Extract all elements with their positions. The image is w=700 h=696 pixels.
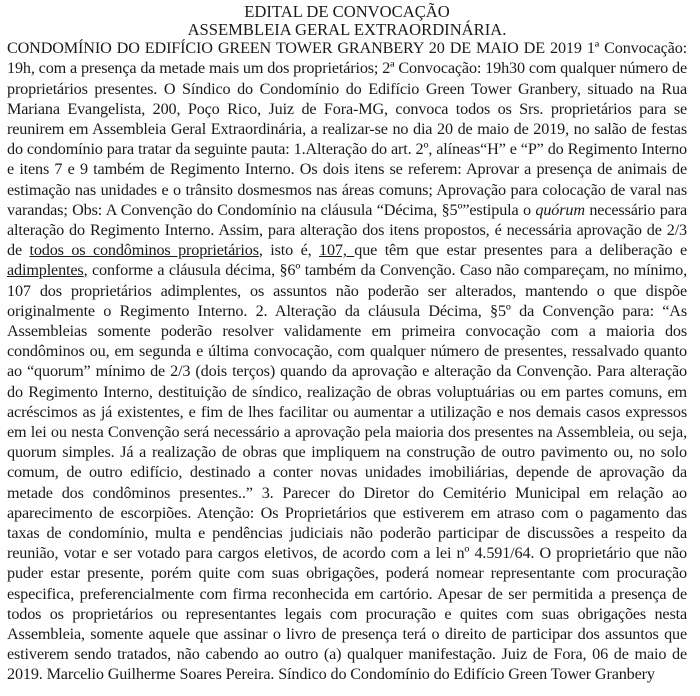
body-text-segment: , conforme a cláusula décima, §6º também da Convenção. Caso não compareçam, no mínimo, 107 dos proprietários adimplentes, os assuntos não poderão ser alterados, mantendo o que dispõe originalmente o Regimento Interno. 2. Alteração da cláusula Décima, §5º da Convenção para: “As Assembleias somente poderão resolver validamente em primeira convocação com a maioria dos condôminos ou, em segunda e última convocação, com qualquer número de presentes, ressalvado quanto ao “quorum” mínimo de 2/3 (dois terços) quando da aprovação e alteração da Convenção. Para alteração do Regimento Interno, destituição de síndico, realização de obras voluptuárias ou em partes comuns, em acréscimos as já existentes, e fim de lhes facilitar ou aumentar a utilização e nos demais casos expressos em lei ou nesta Convenção será necessário a aprovação pela maioria dos presentes na Assembleia, ou seja, quorum simples. Já a realização de obras que impliquem na construção de outro pavimento ou, no solo comum, de outro edifício, destinado a conter novas unidades imobiliárias, depende de aprovação da metade dos condôminos presentes..” 3. Parecer do Diretor do Cemitério Municipal em relação ao aparecimento de escorpiões. Atenção: Os Proprietários que estiverem em atraso com o pagamento das taxas de condomínio, multa e pendências judiciais não poderão participar de discussões a respeito da reunião, votar e ser votado para cargos eletivos, de acordo com a lei nº 4.591/64. O proprietário que não puder estar presente, porém quite com suas obrigações, poderá nomear representante com procuração especifica, preferencialmente com firma reconhecida em cartório. Apesar de ser permitida a presença de todos os proprietários ou representantes legais com procuração e quites com suas obrigações nesta Assembleia, somente aquele que assinar o livro de presença terá o direito de participar dos assuntos que estiverem sendo tratados, não cabendo ao outro (a) qualquer manifestação. Juiz de Fora, 06 de maio de 2019. Marcelio Guilherme Soares Pereira. Síndico do Condomínio do Edifício Green Tower Granbery: [7, 261, 687, 684]
notice-title-line-2: ASSEMBLEIA GERAL EXTRAORDINÁRIA.: [187, 19, 507, 39]
notice-title-line-1: EDITAL DE CONVOCAÇÃO: [244, 2, 450, 21]
notice-title: [7, 3, 687, 38]
notice-page: [0, 3, 690, 696]
body-text-segment: CONDOMÍNIO DO EDIFÍCIO GREEN TOWER GRANBERY 20 DE MAIO DE 2019 1ª Convocação: 19h, com a presença da metade mais um dos proprietários; 2ª Convocação: 19h30 com qualquer número de proprietários presentes. O Síndico do Condomínio do Edifício Green Tower Granbery, situado na Rua Mariana Evangelista, 200, Poço Rico, Juiz de Fora-MG, convoca todos os Srs. proprietários para se reunirem em Assembleia Geral Extraordinária, a realizar-se no dia 20 de maio de 2019, no salão de festas do condomínio para tratar da seguinte pauta: 1.Alteração do art. 2º, alíneas“H” e “P” do Regimento Interno e itens 7 e 9 também de Regimento Interno. Os dois itens se referem: Aprovar a presença de animais de estimação nas unidades e o trânsito dosmesmos nas áreas comuns; Aprovação para colocação de varal nas varandas; Obs: A Convenção do Condomínio na cláusula “Décima, §5º”estipula o: [7, 39, 687, 219]
body-underline-adimplentes: adimplentes: [7, 261, 84, 280]
body-underline-owners: todos os condôminos proprietários: [29, 241, 259, 260]
body-italic-quorum: quórum: [535, 200, 585, 219]
body-underline-count: 107,: [319, 241, 355, 260]
notice-body: [7, 38, 687, 685]
notice-paragraph: [7, 38, 687, 685]
body-text-segment: , isto é,: [258, 241, 320, 260]
body-text-segment: necessário para alteração do Regimento Interno. Assim, para alteração dos itens propostos, é necessária aprovação de 2/3 de: [7, 200, 687, 260]
body-text-segment: que têm que estar presentes para a deliberação e: [354, 241, 687, 260]
